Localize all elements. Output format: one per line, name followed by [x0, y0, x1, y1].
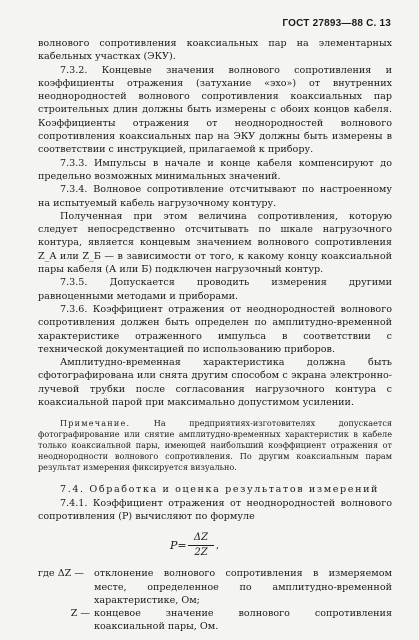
definitions [38, 567, 392, 633]
definition-row [38, 607, 392, 634]
paragraph-7-3-6: 7.3.6. Коэффициент отражения от неоднородностей волнового сопротивления должен быть определен по амплитудно-временной характеристике отраженного импульса в соответствии с технической документацией по использованию приборов. [38, 303, 392, 355]
paragraph-7-4-1: 7.4.1. Коэффициент отражения от неоднородностей волнового сопротивления (P) вычисляют по формуле [38, 497, 392, 522]
formula-denominator: 2Z [194, 546, 208, 558]
formula-fraction [188, 531, 214, 559]
note-text: На предприятиях-изготовителях допускается фотографирование или снятие амплитудно-временных характеристик в кабеле только коаксиальной пары, имеющей наибольший коэффициент отражения от неоднородности волнового сопротивления. По другим коаксиальным парам результат измерения фиксируется визуально. [38, 418, 393, 473]
definition-term: где ΔZ — [38, 568, 84, 580]
definition-desc: отклонение волнового сопротивления в измеряемом месте, определенное по амплитудно-временной характеристике, Ом; [94, 568, 392, 606]
formula [170, 531, 392, 559]
paragraph-continuation: волнового сопротивления коаксиальных пар на элементарных кабельных участках (ЭКУ). [38, 38, 392, 63]
paragraph-7-3-3: 7.3.3. Импульсы в начале и конце кабеля компенсируют до предельно возможных минимальных значений. [38, 157, 392, 182]
paragraph-7-3-2: 7.3.2. Концевые значения волнового сопротивления и коэффициенты отражения (затухание «эхо») от внутренних неоднородностей волнового сопротивления коаксиальных пар строительных длин должны быть измерены с обоих концов кабеля. Коэффициенты отражения от неоднородностей волнового сопротивления коаксиальных пар на ЭКУ должны быть измерены в соответствии с инструкцией, прилагаемой к прибору. [38, 64, 392, 156]
definition-desc: концевое значение волнового сопротивления коаксиальной пары, Ом. [94, 608, 392, 633]
page-header: ГОСТ 27893—88 С. 13 [282, 18, 391, 29]
definition-row [38, 567, 392, 607]
note-label: Примечание. [60, 418, 131, 429]
definition-term: Z — [70, 608, 90, 620]
formula-numerator: ΔZ [193, 532, 209, 544]
document-body [38, 37, 392, 634]
formula-lhs: P= [170, 539, 187, 553]
definitions-intro: где [38, 568, 55, 580]
section-heading-7-4: 7.4. Обработка и оценка результатов измерений [60, 484, 380, 496]
paragraph-7-3-6-cont: Амплитудно-временная характеристика должна быть сфотографирована или снята другим способом с экрана электронно-лучевой трубки после согласования нагрузочного контура с коаксиальной парой при максимально допустимом усилении. [38, 357, 392, 409]
note [38, 418, 392, 473]
paragraph-7-3-4-cont: Полученная при этом величина сопротивления, которую следует непосредственно отсчитывать по шкале нагрузочного контура, является концевым значением волнового сопротивления Z_A или Z_Б — в зависимости от того, к какому концу коаксиальной пары кабеля (А или Б) подключен нагрузочный контур. [38, 210, 392, 276]
paragraph-7-3-4: 7.3.4. Волновое сопротивление отсчитывают по настроенному на испытуемый кабель нагрузочному контуру. [38, 184, 392, 209]
paragraph-7-3-5: 7.3.5. Допускается проводить измерения другими равноценными методами и приборами. [38, 277, 392, 302]
formula-tail: , [216, 540, 220, 552]
